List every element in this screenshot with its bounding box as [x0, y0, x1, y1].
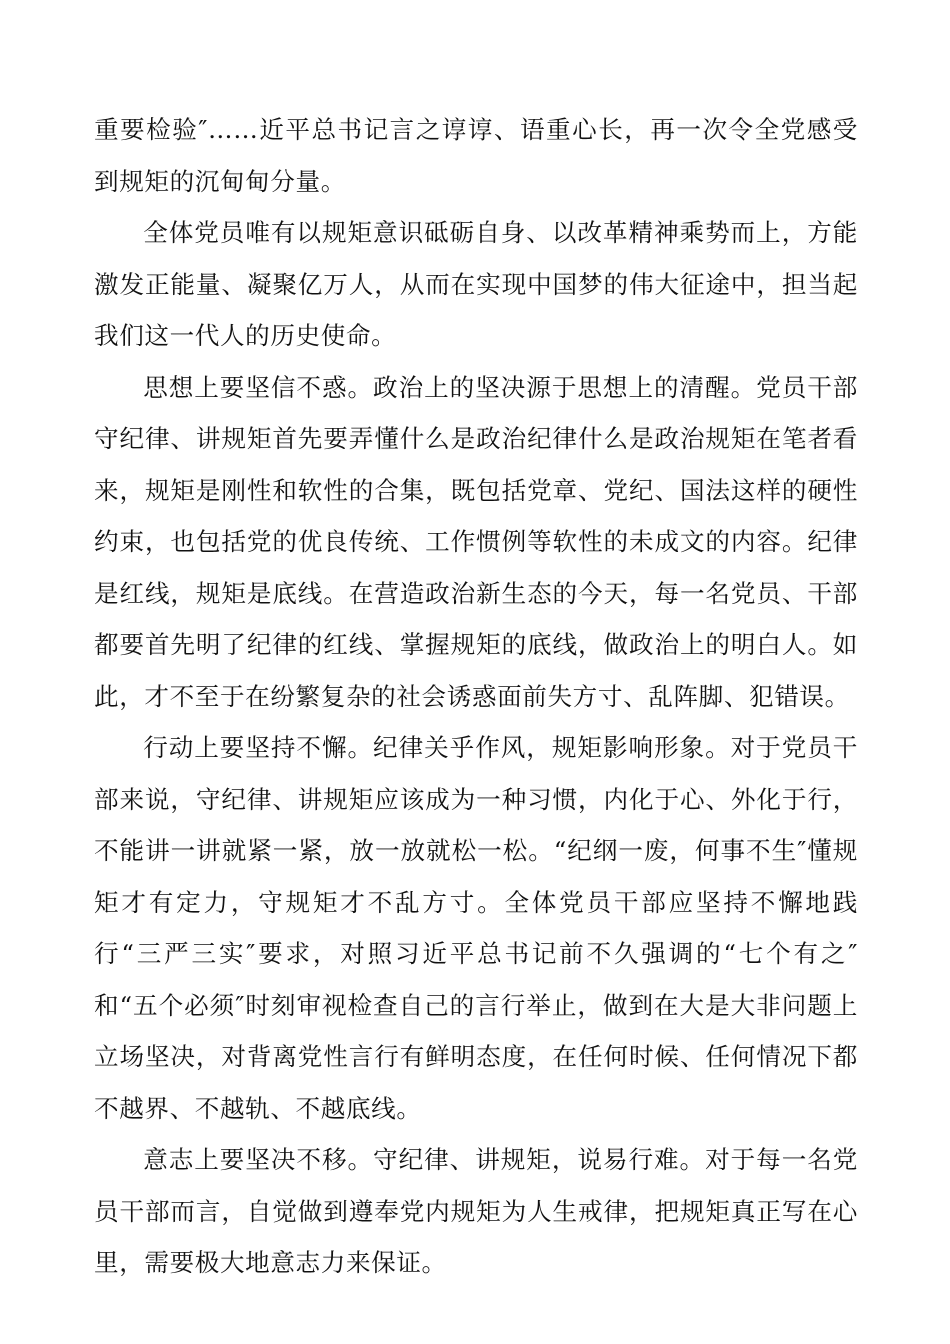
paragraph-thought: 思想上要坚信不惑。政治上的坚决源于思想上的清醒。党员干部守纪律、讲规矩首先要弄懂什么是政治纪律什么是政治规矩在笔者看来，规矩是刚性和软性的合集，既包括党章、党纪、国法这样的硬性约束，也包括党的优良传统、工作惯例等软性的未成文的内容。纪律是红线，规矩是底线。在营造政治新生态的今天，每一名党员、干部都要首先明了纪律的红线、掌握规矩的底线，做政治上的明白人。如此，才不至于在纷繁复杂的社会诱惑面前失方寸、乱阵脚、犯错误。: [94, 372, 858, 711]
paragraph-continuation: 重要检验″……近平总书记言之谆谆、语重心长，再一次令全党感受到规矩的沉甸甸分量。: [94, 115, 858, 196]
paragraph-action: 行动上要坚持不懈。纪律关乎作风，规矩影响形象。对于党员干部来说，守纪律、讲规矩应该成为一种习惯，内化于心、外化于行，不能讲一讲就紧一紧，放一放就松一松。“纪纲一废，何事不生″懂规矩才有定力，守规矩才不乱方寸。全体党员干部应坚持不懈地践行“三严三实″要求，对照习近平总书记前不久强调的“七个有之″和“五个必须″时刻审视检查自己的言行举止，做到在大是大非问题上立场坚决，对背离党性言行有鲜明态度，在任何时候、任何情况下都不越界、不越轨、不越底线。: [94, 733, 858, 1123]
paragraph-will: 意志上要坚决不移。守纪律、讲规矩，说易行难。对于每一名党员干部而言，自觉做到遵奉党内规矩为人生戒律，把规矩真正写在心里，需要极大地意志力来保证。: [94, 1145, 858, 1277]
paragraph-party-members: 全体党员唯有以规矩意识砥砺自身、以改革精神乘势而上，方能激发正能量、凝聚亿万人，从而在实现中国梦的伟大征途中，担当起我们这一代人的历史使命。: [94, 218, 858, 350]
document-body: [94, 104, 858, 1289]
